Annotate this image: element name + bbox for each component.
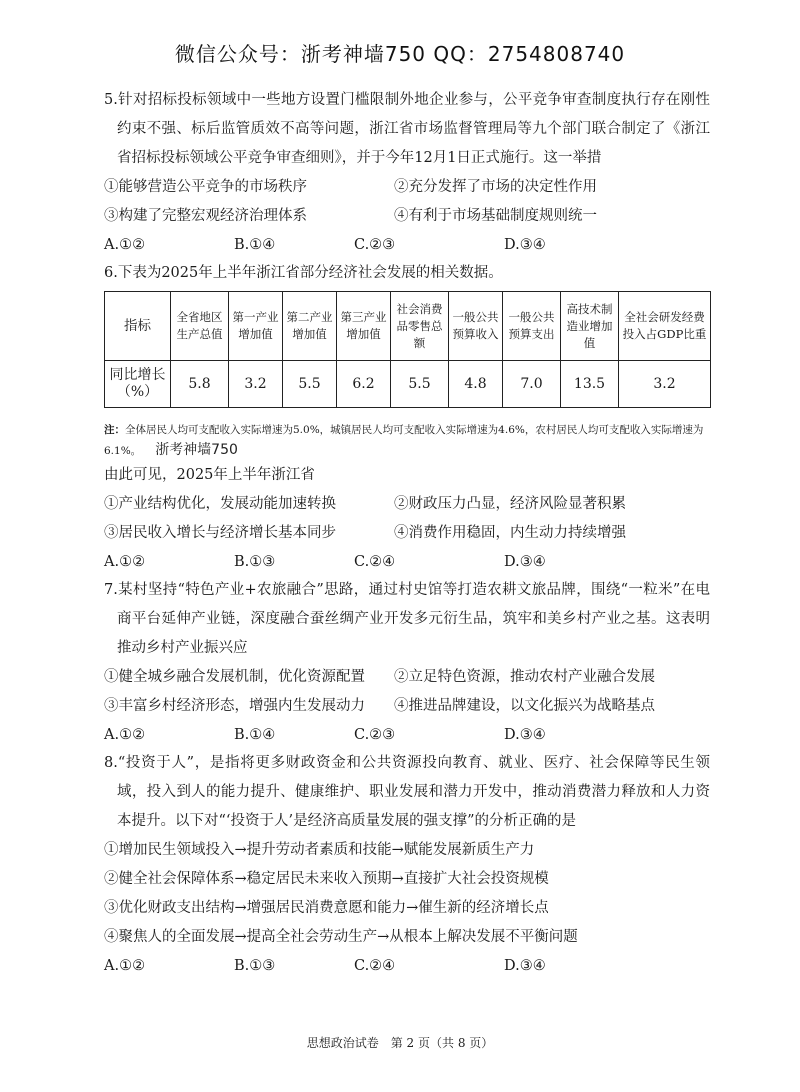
table-header-row: [105, 292, 711, 361]
statement-2: ②财政压力凸显，经济风险显著积累: [394, 496, 626, 512]
statement-4: ④消费作用稳固，内生动力持续增强: [394, 525, 626, 541]
question-6-intro: 6.下表为2025年上半年浙江省部分经济社会发展的相关数据。: [104, 265, 503, 281]
chain-2: ②健全社会保障体系→稳定居民未来收入预期→直接扩大社会投资规模: [104, 871, 549, 887]
choice-d: D.③④: [504, 237, 546, 253]
statement-1: ①能够营造公平竞争的市场秩序: [104, 179, 307, 195]
table-column-header: 社会消费品零售总额: [391, 292, 449, 361]
chain-3: ③优化财政支出结构→增强居民消费意愿和能力→催生新的经济增长点: [104, 900, 549, 916]
inline-watermark: 浙考神墙750: [155, 442, 238, 458]
question-5: [104, 86, 710, 259]
question-5-stem: 5.针对招标投标领域中一些地方设置门槛限制外地企业参与，公平竞争审查制度执行存在刚性约束不强、标后监管质效不高等问题，浙江省市场监督管理局等九个部门联合制定了《浙江省招标投标领域公平竞争审查细则》，并于今年12月1日正式施行。这一举措: [104, 92, 710, 166]
table-row-header: 指标: [105, 292, 171, 361]
table-cell: 13.5: [561, 361, 619, 408]
page-content: [104, 86, 710, 980]
table-column-header: 第三产业增加值: [337, 292, 391, 361]
question-6: [104, 259, 710, 576]
choice-a: A.①②: [104, 727, 146, 743]
table-column-header: 一般公共预算支出: [503, 292, 561, 361]
table-note: [104, 420, 710, 461]
choice-c: C.②④: [354, 554, 396, 570]
table-cell: 3.2: [229, 361, 283, 408]
choice-c: C.②③: [354, 237, 396, 253]
statement-4: ④推进品牌建设，以文化振兴为战略基点: [394, 698, 655, 714]
question-8: [104, 749, 710, 980]
economic-data-table: [104, 291, 711, 408]
question-6-statements: [104, 490, 710, 548]
statement-3: ③丰富乡村经济形态，增强内生发展动力: [104, 698, 365, 714]
watermark-header: 微信公众号：浙考神墙750 QQ：2754808740: [174, 42, 626, 66]
question-7: [104, 576, 710, 749]
table-column-header: 高技术制造业增加值: [561, 292, 619, 361]
chain-4: ④聚焦人的全面发展→提高全社会劳动生产→从根本上解决发展不平衡问题: [104, 929, 578, 945]
note-label: 注：: [104, 424, 125, 436]
question-8-choices: [104, 952, 710, 980]
table-cell: 5.5: [283, 361, 337, 408]
table-row: [105, 361, 711, 408]
table-cell: 5.8: [171, 361, 229, 408]
table-cell: 6.2: [337, 361, 391, 408]
choice-d: D.③④: [504, 958, 546, 974]
choice-a: A.①②: [104, 554, 146, 570]
question-7-choices: [104, 721, 710, 749]
table-column-header: 第一产业增加值: [229, 292, 283, 361]
statement-2: ②立足特色资源，推动农村产业融合发展: [394, 669, 655, 685]
choice-b: B.①③: [234, 958, 276, 974]
statement-4: ④有利于市场基础制度规则统一: [394, 208, 597, 224]
table-cell: 3.2: [619, 361, 711, 408]
choice-b: B.①④: [234, 237, 276, 253]
question-7-stem: 7.某村坚持“特色产业+农旅融合”思路，通过村史馆等打造农耕文旅品牌，围绕“一粒米”在电商平台延伸产业链，深度融合蚕丝绸产业开发多元衍生品，筑牢和美乡村产业之基。这表明推动乡村产业振兴应: [104, 582, 710, 656]
table-column-header: 全省地区生产总值: [171, 292, 229, 361]
choice-a: A.①②: [104, 237, 146, 253]
page-footer: 思想政治试卷 第 2 页（共 8 页）: [306, 1036, 494, 1050]
table-column-header: 第二产业增加值: [283, 292, 337, 361]
table-cell: 4.8: [449, 361, 503, 408]
table-row-label: 同比增长（%）: [105, 361, 171, 408]
choice-d: D.③④: [504, 554, 546, 570]
statement-2: ②充分发挥了市场的决定性作用: [394, 179, 597, 195]
chain-1: ①增加民生领域投入→提升劳动者素质和技能→赋能发展新质生产力: [104, 842, 535, 858]
table-column-header: 全社会研发经费投入占GDP比重: [619, 292, 711, 361]
table-cell: 7.0: [503, 361, 561, 408]
question-7-statements: [104, 663, 710, 721]
choice-d: D.③④: [504, 727, 546, 743]
note-text: 全体居民人均可支配收入实际增速为5.0%，城镇居民人均可支配收入实际增速为4.6%，农村居民人均可支配收入实际增速为6.1%。: [104, 424, 704, 457]
statement-3: ③构建了完整宏观经济治理体系: [104, 208, 307, 224]
table-column-header: 一般公共预算收入: [449, 292, 503, 361]
statement-1: ①产业结构优化，发展动能加速转换: [104, 496, 336, 512]
question-6-choices: [104, 548, 710, 576]
choice-b: B.①③: [234, 554, 276, 570]
question-6-lead: 由此可见，2025年上半年浙江省: [104, 467, 315, 483]
question-5-statements: [104, 173, 710, 231]
table-cell: 5.5: [391, 361, 449, 408]
question-8-stem: 8.“投资于人”，是指将更多财政资金和公共资源投向教育、就业、医疗、社会保障等民生领域，投入到人的能力提升、健康维护、职业发展和潜力开发中，推动消费潜力释放和人力资本提升。以下对“‘投资于人’是经济高质量发展的强支撑”的分析正确的是: [104, 755, 710, 829]
statement-3: ③居民收入增长与经济增长基本同步: [104, 525, 336, 541]
choice-c: C.②④: [354, 958, 396, 974]
choice-c: C.②③: [354, 727, 396, 743]
choice-b: B.①④: [234, 727, 276, 743]
choice-a: A.①②: [104, 958, 146, 974]
statement-1: ①健全城乡融合发展机制，优化资源配置: [104, 669, 365, 685]
question-5-choices: [104, 231, 710, 259]
